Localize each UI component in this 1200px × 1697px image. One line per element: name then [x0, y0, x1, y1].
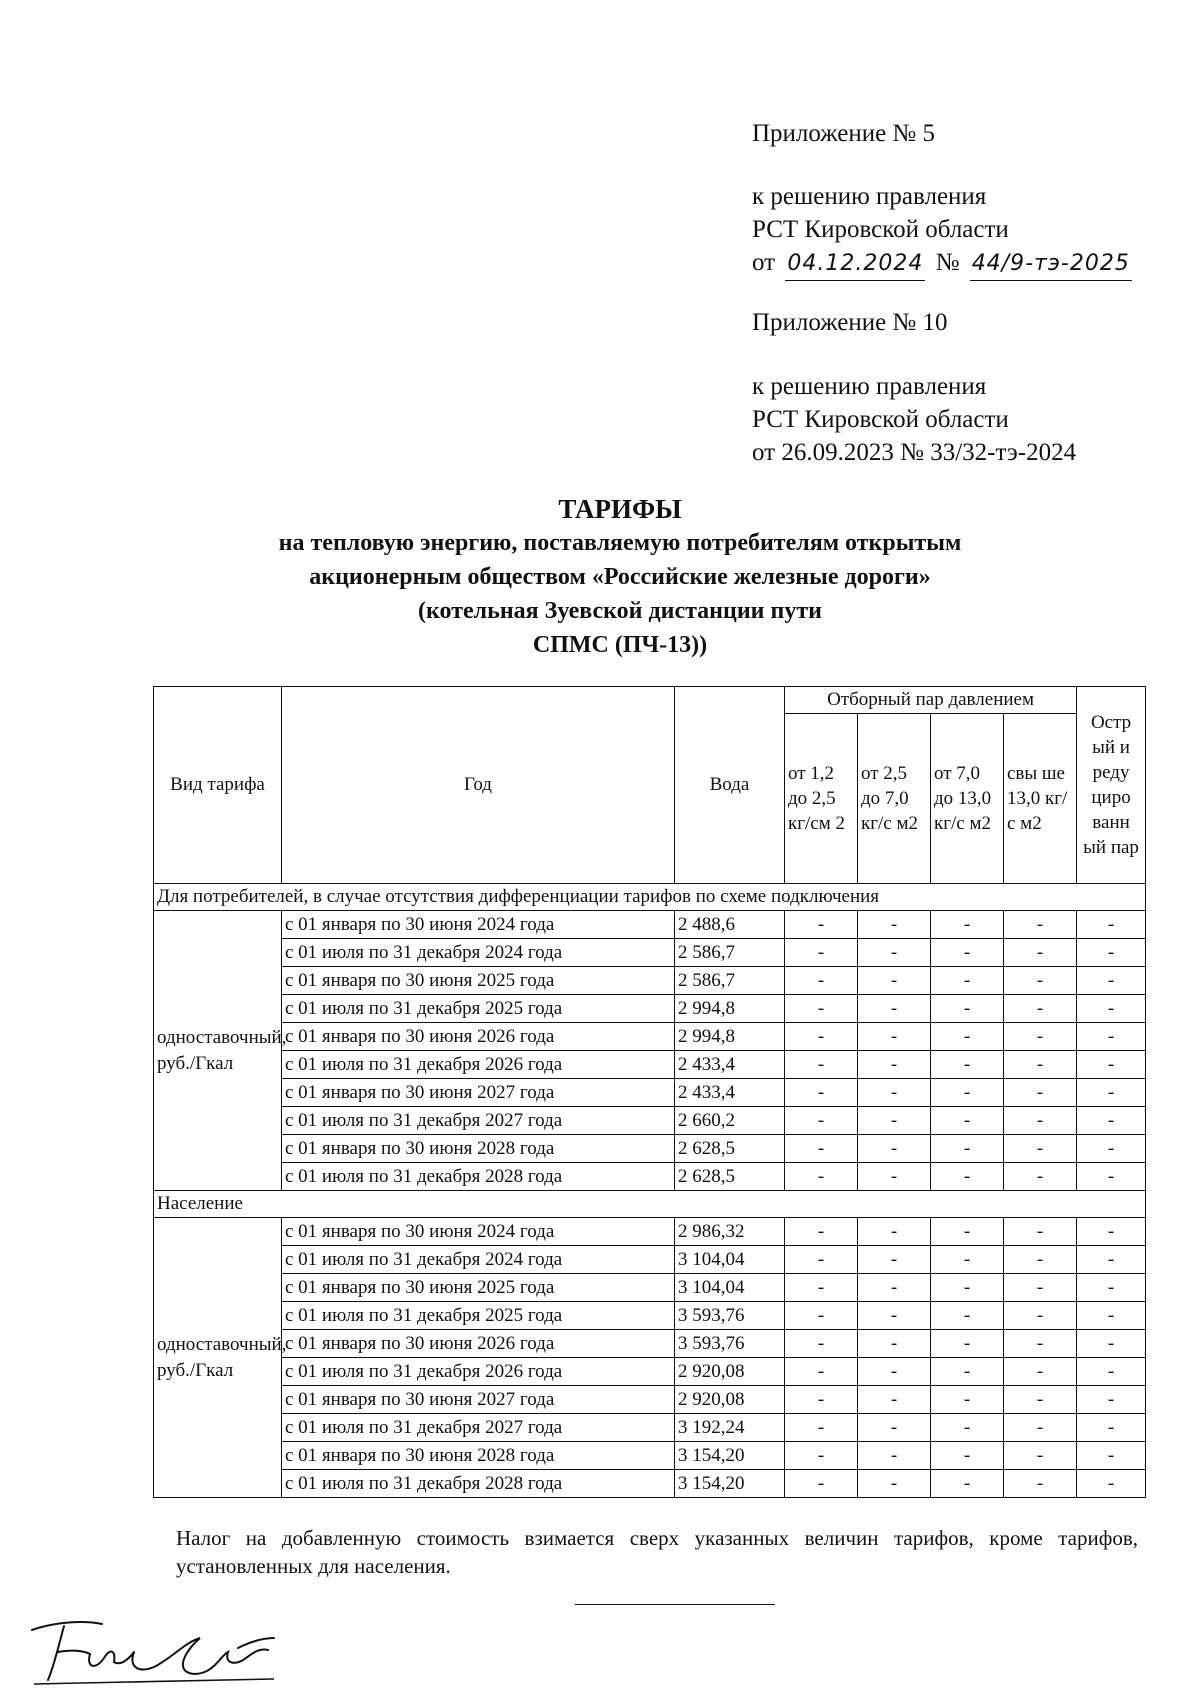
steam3-cell: - — [931, 939, 1004, 967]
period-cell: с 01 июля по 31 декабря 2027 года — [282, 1414, 675, 1442]
sharp-cell: - — [1077, 1330, 1146, 1358]
sharp-cell: - — [1077, 1358, 1146, 1386]
steam1-cell: - — [785, 1051, 858, 1079]
steam2-cell: - — [858, 1135, 931, 1163]
water-cell: 3 154,20 — [675, 1470, 785, 1498]
water-cell: 2 994,8 — [675, 1023, 785, 1051]
water-cell: 2 586,7 — [675, 939, 785, 967]
table-row — [154, 1442, 1146, 1470]
steam1-cell: - — [785, 1079, 858, 1107]
steam1-cell: - — [785, 939, 858, 967]
steam2-cell: - — [858, 1274, 931, 1302]
steam4-cell: - — [1004, 1023, 1077, 1051]
header-tariff-type: Вид тарифа — [154, 687, 282, 884]
table-row — [154, 939, 1146, 967]
appendix-5-title — [752, 117, 935, 150]
water-cell: 2 628,5 — [675, 1163, 785, 1191]
steam1-cell: - — [785, 1163, 858, 1191]
steam1-cell: - — [785, 1470, 858, 1498]
steam2-cell: - — [858, 967, 931, 995]
sharp-cell: - — [1077, 1246, 1146, 1274]
period-cell: с 01 января по 30 июня 2024 года — [282, 911, 675, 939]
steam4-cell: - — [1004, 1107, 1077, 1135]
table-row — [154, 1023, 1146, 1051]
steam1-cell: - — [785, 1414, 858, 1442]
steam3-cell: - — [931, 1051, 1004, 1079]
sharp-cell: - — [1077, 1079, 1146, 1107]
steam1-cell: - — [785, 911, 858, 939]
steam3-cell: - — [931, 1023, 1004, 1051]
period-cell: с 01 января по 30 июня 2026 года — [282, 1023, 675, 1051]
table-row — [154, 1274, 1146, 1302]
steam2-cell: - — [858, 1023, 931, 1051]
tariff-type-cell: одноставочный, руб./Гкал — [154, 911, 282, 1191]
steam3-cell: - — [931, 1135, 1004, 1163]
table-row — [154, 1302, 1146, 1330]
steam4-cell: - — [1004, 967, 1077, 995]
appendix-5-label: Приложение № 5 — [752, 120, 936, 147]
water-cell: 2 586,7 — [675, 967, 785, 995]
header-steam-3: от 7,0 до 13,0 кг/с м2 — [931, 714, 1004, 884]
header-sharp-steam: Остр ый и реду циро ванн ый пар — [1077, 687, 1146, 884]
sharp-cell: - — [1077, 1135, 1146, 1163]
steam3-cell: - — [931, 1330, 1004, 1358]
appendix-5-line3 — [752, 246, 1132, 281]
appendix-10-line3: от 26.09.2023 № 33/32-тэ-2024 — [752, 439, 1077, 466]
table-row — [154, 1218, 1146, 1246]
header-steam-1: от 1,2 до 2,5 кг/см 2 — [785, 714, 858, 884]
sharp-cell: - — [1077, 1051, 1146, 1079]
steam1-cell: - — [785, 1246, 858, 1274]
table-row — [154, 1386, 1146, 1414]
table-row — [154, 1051, 1146, 1079]
steam2-cell: - — [858, 1470, 931, 1498]
vat-note: Налог на добавленную стоимость взимается сверх указанных величин тарифов, кроме тарифов, установленных для населения. — [176, 1526, 1138, 1578]
steam1-cell: - — [785, 1274, 858, 1302]
tariff-type-cell: одноставочный, руб./Гкал — [154, 1218, 282, 1498]
sharp-cell: - — [1077, 1302, 1146, 1330]
appendix-10-line1: к решению правления — [752, 373, 987, 400]
period-cell: с 01 июля по 31 декабря 2028 года — [282, 1470, 675, 1498]
header-year: Год — [282, 687, 675, 884]
steam2-cell: - — [858, 1330, 931, 1358]
steam2-cell: - — [858, 1163, 931, 1191]
appendix-10-line2: РСТ Кировской области — [752, 406, 1009, 433]
handwritten-number: 44/9-тэ-2025 — [970, 247, 1132, 281]
steam4-cell: - — [1004, 1386, 1077, 1414]
table-header-row — [154, 687, 1146, 714]
steam2-cell: - — [858, 939, 931, 967]
handwritten-signature — [24, 1608, 284, 1688]
table-row — [154, 1330, 1146, 1358]
steam3-cell: - — [931, 1358, 1004, 1386]
period-cell: с 01 июля по 31 декабря 2028 года — [282, 1163, 675, 1191]
table-row — [154, 995, 1146, 1023]
section-title: Население — [154, 1191, 1146, 1218]
steam2-cell: - — [858, 1107, 931, 1135]
water-cell: 2 433,4 — [675, 1079, 785, 1107]
steam4-cell: - — [1004, 1470, 1077, 1498]
steam1-cell: - — [785, 1135, 858, 1163]
header-steam-group: Отборный пар давлением — [785, 687, 1077, 714]
sharp-cell: - — [1077, 1163, 1146, 1191]
period-cell: с 01 января по 30 июня 2027 года — [282, 1079, 675, 1107]
appendix-10-title — [752, 306, 948, 339]
sharp-cell: - — [1077, 1218, 1146, 1246]
period-cell: с 01 июля по 31 декабря 2025 года — [282, 1302, 675, 1330]
steam4-cell: - — [1004, 1330, 1077, 1358]
steam4-cell: - — [1004, 1163, 1077, 1191]
steam1-cell: - — [785, 1386, 858, 1414]
water-cell: 2 660,2 — [675, 1107, 785, 1135]
steam1-cell: - — [785, 1302, 858, 1330]
steam4-cell: - — [1004, 1135, 1077, 1163]
steam1-cell: - — [785, 995, 858, 1023]
steam4-cell: - — [1004, 939, 1077, 967]
appendix-5-num-prefix: № — [935, 249, 960, 276]
water-cell: 2 920,08 — [675, 1358, 785, 1386]
title-main: ТАРИФЫ — [558, 494, 682, 524]
steam4-cell: - — [1004, 911, 1077, 939]
steam4-cell: - — [1004, 1414, 1077, 1442]
steam4-cell: - — [1004, 995, 1077, 1023]
period-cell: с 01 июля по 31 декабря 2025 года — [282, 995, 675, 1023]
water-cell: 3 593,76 — [675, 1330, 785, 1358]
table-row — [154, 1358, 1146, 1386]
steam3-cell: - — [931, 1079, 1004, 1107]
sharp-cell: - — [1077, 1107, 1146, 1135]
header-steam-2: от 2,5 до 7,0 кг/с м2 — [858, 714, 931, 884]
title-line2: акционерным обществом «Российские железные дороги» — [309, 564, 931, 590]
steam1-cell: - — [785, 1107, 858, 1135]
steam2-cell: - — [858, 911, 931, 939]
water-cell: 2 628,5 — [675, 1135, 785, 1163]
steam3-cell: - — [931, 1414, 1004, 1442]
table-row — [154, 1107, 1146, 1135]
sharp-cell: - — [1077, 967, 1146, 995]
steam3-cell: - — [931, 1246, 1004, 1274]
table-row — [154, 1246, 1146, 1274]
steam3-cell: - — [931, 1107, 1004, 1135]
steam2-cell: - — [858, 1218, 931, 1246]
period-cell: с 01 июля по 31 декабря 2026 года — [282, 1051, 675, 1079]
steam2-cell: - — [858, 1246, 931, 1274]
steam4-cell: - — [1004, 1274, 1077, 1302]
water-cell: 2 433,4 — [675, 1051, 785, 1079]
water-cell: 2 994,8 — [675, 995, 785, 1023]
signature-line — [575, 1604, 775, 1605]
sharp-cell: - — [1077, 1023, 1146, 1051]
steam3-cell: - — [931, 1302, 1004, 1330]
sharp-cell: - — [1077, 1442, 1146, 1470]
steam3-cell: - — [931, 1442, 1004, 1470]
appendix-5-prefix: от — [752, 249, 776, 276]
steam1-cell: - — [785, 967, 858, 995]
appendix-10-decision — [752, 370, 1076, 469]
steam2-cell: - — [858, 1386, 931, 1414]
water-cell: 2 920,08 — [675, 1386, 785, 1414]
steam2-cell: - — [858, 1051, 931, 1079]
table-row — [154, 1414, 1146, 1442]
steam1-cell: - — [785, 1330, 858, 1358]
sharp-cell: - — [1077, 1386, 1146, 1414]
appendix-5-line2: РСТ Кировской области — [752, 216, 1009, 243]
steam3-cell: - — [931, 1163, 1004, 1191]
steam4-cell: - — [1004, 1442, 1077, 1470]
handwritten-date: 04.12.2024 — [785, 247, 925, 281]
tariffs-table — [153, 686, 1146, 1498]
steam1-cell: - — [785, 1358, 858, 1386]
section-title: Для потребителей, в случае отсутствия дифференциации тарифов по схеме подключения — [154, 884, 1146, 911]
period-cell: с 01 января по 30 июня 2024 года — [282, 1218, 675, 1246]
period-cell: с 01 января по 30 июня 2028 года — [282, 1135, 675, 1163]
steam4-cell: - — [1004, 1358, 1077, 1386]
steam2-cell: - — [858, 1442, 931, 1470]
header-water: Вода — [675, 687, 785, 884]
section-row — [154, 884, 1146, 911]
table-row — [154, 1163, 1146, 1191]
steam3-cell: - — [931, 1470, 1004, 1498]
steam4-cell: - — [1004, 1302, 1077, 1330]
sharp-cell: - — [1077, 911, 1146, 939]
steam2-cell: - — [858, 995, 931, 1023]
steam4-cell: - — [1004, 1246, 1077, 1274]
water-cell: 3 593,76 — [675, 1302, 785, 1330]
water-cell: 3 192,24 — [675, 1414, 785, 1442]
steam1-cell: - — [785, 1023, 858, 1051]
steam3-cell: - — [931, 995, 1004, 1023]
steam1-cell: - — [785, 1442, 858, 1470]
steam3-cell: - — [931, 1274, 1004, 1302]
period-cell: с 01 июля по 31 декабря 2024 года — [282, 939, 675, 967]
steam2-cell: - — [858, 1358, 931, 1386]
period-cell: с 01 января по 30 июня 2026 года — [282, 1330, 675, 1358]
period-cell: с 01 января по 30 июня 2025 года — [282, 967, 675, 995]
appendix-5-line1: к решению правления — [752, 183, 987, 210]
period-cell: с 01 января по 30 июня 2025 года — [282, 1274, 675, 1302]
title-line4: СПМС (ПЧ-13)) — [532, 632, 708, 658]
steam4-cell: - — [1004, 1079, 1077, 1107]
appendix-10-label: Приложение № 10 — [752, 309, 948, 336]
steam3-cell: - — [931, 1386, 1004, 1414]
period-cell: с 01 января по 30 июня 2028 года — [282, 1442, 675, 1470]
period-cell: с 01 июля по 31 декабря 2026 года — [282, 1358, 675, 1386]
title-line3: (котельная Зуевской дистанции пути — [418, 598, 822, 624]
sharp-cell: - — [1077, 939, 1146, 967]
steam3-cell: - — [931, 967, 1004, 995]
title-line1: на тепловую энергию, поставляемую потребителям открытым — [278, 530, 962, 556]
sharp-cell: - — [1077, 1414, 1146, 1442]
sharp-cell: - — [1077, 995, 1146, 1023]
table-row — [154, 967, 1146, 995]
table-row — [154, 1135, 1146, 1163]
section-row — [154, 1191, 1146, 1218]
appendix-5-decision — [752, 180, 1132, 281]
table-row — [154, 1079, 1146, 1107]
sharp-cell: - — [1077, 1470, 1146, 1498]
water-cell: 3 104,04 — [675, 1274, 785, 1302]
steam3-cell: - — [931, 911, 1004, 939]
period-cell: с 01 июля по 31 декабря 2027 года — [282, 1107, 675, 1135]
water-cell: 2 488,6 — [675, 911, 785, 939]
document-title — [120, 492, 1120, 662]
steam2-cell: - — [858, 1079, 931, 1107]
period-cell: с 01 июля по 31 декабря 2024 года — [282, 1246, 675, 1274]
steam2-cell: - — [858, 1302, 931, 1330]
water-cell: 3 154,20 — [675, 1442, 785, 1470]
steam4-cell: - — [1004, 1051, 1077, 1079]
steam2-cell: - — [858, 1414, 931, 1442]
steam1-cell: - — [785, 1218, 858, 1246]
water-cell: 2 986,32 — [675, 1218, 785, 1246]
steam4-cell: - — [1004, 1218, 1077, 1246]
sharp-cell: - — [1077, 1274, 1146, 1302]
period-cell: с 01 января по 30 июня 2027 года — [282, 1386, 675, 1414]
header-steam-4: свы ше 13,0 кг/с м2 — [1004, 714, 1077, 884]
water-cell: 3 104,04 — [675, 1246, 785, 1274]
steam3-cell: - — [931, 1218, 1004, 1246]
table-row — [154, 911, 1146, 939]
table-row — [154, 1470, 1146, 1498]
